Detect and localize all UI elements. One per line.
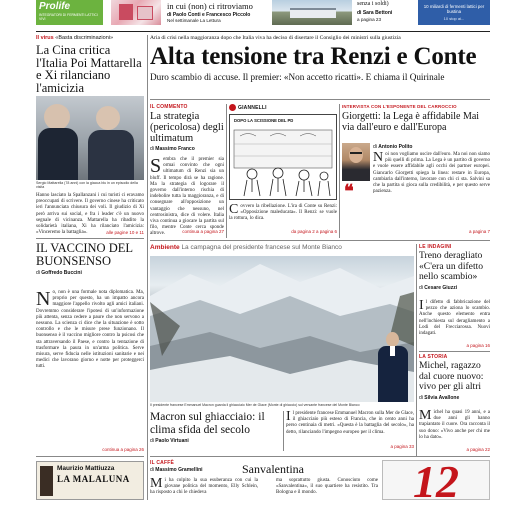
giorgetti-article[interactable]	[342, 104, 490, 133]
lead-headline: Alta tensione tra Renzi e Conte	[150, 43, 477, 70]
commento-headline: La strategia (pericolosa) degli ultimatum	[150, 111, 224, 144]
michel-byline-pre: di	[419, 394, 423, 401]
promo-bettoni-line3: a pagina 23	[357, 17, 382, 22]
lead-story[interactable]	[150, 35, 490, 83]
giannelli-body-text: ovvero la ribellazione. L'ira di Conte su Renzi: «Opposizione maleducata». Il Renzi: se vuole la rottura, lo dica.	[229, 204, 337, 222]
macron-body	[286, 411, 414, 443]
virus-headline: La Cina critica l'Italia Poi Mattarella e Xi rilanciano l'amicizia	[36, 43, 142, 95]
promo-prolife-brand: Prolife	[39, 1, 71, 12]
mattarella-photo	[36, 96, 144, 180]
commento-cont[interactable]: continua a pagina 27	[182, 229, 224, 234]
promo-lettura-line1: in cui (non) ci ritroviamo	[167, 1, 253, 11]
vaccino-cont[interactable]: continua a pagina 26	[102, 447, 144, 452]
giorgetti-kicker: INTERVISTA CON L'ESPONENTE DEL CARROCCIO	[342, 104, 457, 109]
promo-bettoni[interactable]	[355, 0, 410, 25]
cartoon-drawing	[230, 124, 336, 200]
col-rule-4	[416, 244, 417, 456]
commento-body-text: embra che il premier sia ormai convinto che ogni ultimatum di Renzi sia un bluff. Il tempo dirà se ha ragione. Ma la strategia di logorare il governo dall'interno rischia di indebolire tutta la maggioranza, e di consegnare all'opposizione un vantaggio che nessuno, nel centrosinistra, dice di volere. Italia viva continua a giocare la partita sul filo, mentre Conte cerca sponde altrove.	[150, 157, 224, 237]
caffe-body-left	[150, 478, 258, 500]
top-rule	[36, 31, 490, 32]
book-author: Maurizio Mattiuzza	[57, 465, 115, 472]
giannelli-body	[229, 204, 337, 228]
treno-article[interactable]	[419, 244, 490, 291]
caffe-body-right: ma soprattutto giusta. Conosciuto come «Sanvalentina», il suo quartiere ha resistito. Tra Bologna e il mondo.	[276, 478, 378, 496]
michel-headline: Michel, ragazzo dal cuore nuovo: vivo per gli altri	[419, 360, 484, 392]
vaccino-dropcap: N	[36, 288, 51, 310]
virus-kicker: Il virus	[36, 35, 54, 41]
treno-cont[interactable]: a pagina 16	[466, 343, 490, 348]
giannelli-dropcap: C	[229, 202, 239, 217]
giorgetti-cont[interactable]: a pagina 7	[468, 229, 490, 234]
vaccino-byline-pre: di	[36, 270, 40, 276]
ambiente-kicker-row	[150, 244, 414, 254]
treno-headline: Treno deragliato «C'era un difetto nello scambio»	[419, 250, 484, 282]
commento-byline-pre: di	[150, 146, 154, 152]
lead-divider	[150, 99, 490, 100]
giorgetti-quote-icon: ❝	[344, 181, 354, 201]
bottom-right-ad[interactable]	[382, 456, 490, 507]
michel-dropcap: M	[419, 408, 432, 423]
treno-body-text: l difetto di fabbricazione del pezzo che aziona lo scambio. Anche questo elemento entra nell'inchiesta sul deragliamento a Lodi del Frecciarossa. Nuovi indagati.	[419, 300, 490, 337]
commento-article[interactable]	[150, 104, 224, 152]
vaccino-byline-name: Goffredo Buccini	[41, 270, 82, 276]
macron-headline: Macron sul ghiacciaio: il clima sfida del secolo	[150, 411, 265, 436]
treno-byline-pre: di	[419, 284, 423, 291]
caffe-body-left-text: i ha colpito la sua esuberanza con cui la giovane politica del momento, Elly Schlein, ha risposto a chi le chiedeva	[150, 478, 258, 496]
ambiente-kicker-rest: La campagna del presidente francese sul Monte Bianco	[181, 244, 342, 251]
glacier-drawing	[150, 256, 414, 402]
virus-body: Hanno lasciato la Spallanzani i cui turisti ci eravamo preoccupati di scrivere. Il governo cinese ha criticato ieri l'annunciata chiusura dei voli. Il giudizio di Xi però arriva sui social, e fra i leader c'è un nuovo segnale di vicinanza. Mattarella ha ribadito la solidarietà italiana, Xi ha rilanciato l'amicizia: «Vinceremo la battaglia».	[36, 193, 144, 236]
vaccino-body-text: o, non è una formale nota diplomatica. Ma, proprio per questo, ha un impatto ancora maggiore l'appello rivolto agli amici italiani. Dovremmo considerare l'ipotesi di un'informazione più attenta, senza cedere a paure che non servono a nessuno. La scienza ci dice che la situazione è sotto controllo e che le misure prese funzionano. Il buonsenso è il vaccino migliore contro la psicosi che sta attraversando il Paese, e contro la tentazione di trasformare la paura in un'arma politica. Serve misura, serve fiducia nelle istituzioni sanitarie e nei medici che lavorano giorno e notte per proteggerci tutti.	[36, 290, 144, 370]
ambiente-kicker: Ambiente	[150, 244, 180, 251]
giannelli-cont[interactable]: da pagina 2 a pagina 6	[291, 229, 337, 234]
ad-number-icon: 12	[413, 456, 459, 507]
macron-byline-name: Paolo Virtuani	[155, 438, 189, 444]
virus-cont[interactable]: alle pagine 10 e 11	[106, 230, 144, 235]
commento-kicker: IL COMMENTO	[150, 104, 188, 110]
michel-body	[419, 410, 490, 446]
caffe-dropcap: M	[150, 476, 163, 491]
top-promo-strip	[0, 0, 532, 27]
promo-building-image	[272, 0, 352, 25]
lead-subhead: Duro scambio di accuse. Il premier: «Non accetto ricatti». E chiama il Quirinale	[150, 72, 445, 82]
giorgetti-byline-name: Antonio Polito	[378, 144, 413, 150]
left-top-article[interactable]	[36, 35, 144, 94]
giannelli-kicker: GIANNELLI	[238, 104, 267, 111]
caffe-article[interactable]	[150, 460, 378, 500]
michel-article[interactable]	[419, 354, 490, 401]
vaccino-article[interactable]	[36, 242, 144, 276]
giannelli-logo-icon	[229, 104, 236, 111]
promo-fermenti[interactable]	[418, 0, 490, 25]
book-title: LA MALALUNA	[57, 474, 130, 484]
caffe-headline: Sanvalentina	[242, 462, 304, 476]
left-divider-1	[36, 238, 144, 239]
michel-cont[interactable]: a pagina 22	[466, 447, 490, 452]
macron-caption: Il presidente francese Emmanuel Macron guarda il ghiacciaio Mer de Glace (Monte di ghiaccio) sul versante francese del Monte Bianco	[150, 403, 360, 407]
commento-byline-name: Massimo Franco	[155, 146, 195, 152]
treno-kicker: LE INDAGINI	[419, 244, 452, 250]
vaccino-headline: IL VACCINO DEL BUONSENSO	[36, 241, 133, 268]
giorgetti-byline-pre: di	[373, 144, 377, 150]
caffe-byline-pre: di	[150, 467, 154, 473]
giannelli-cartoon	[229, 114, 337, 200]
virus-kicker-rest: «Basta discriminazioni»	[55, 35, 114, 41]
mattarella-caption: Sergio Mattarella (78 anni) con la giacca blu in un episodio della visita	[36, 181, 138, 190]
giorgetti-body-text: oi non vogliamo uscire dall'euro. Ma noi non siamo più quelli di prima. La Lega è un partito di governo e vuole essere affidabile agli occhi dei partner europei. Giancarlo Giorgetti spiega la linea: restare in Europa, cambiarla dall'interno, lavorare con chi ci sta. Salvini sa che la partita si gioca sulla credibilità, e per questo serve pazienza.	[373, 152, 490, 195]
book-ad[interactable]	[36, 461, 144, 500]
macron-cont[interactable]: a pagina 33	[390, 444, 414, 449]
caffe-kicker: IL CAFFÈ	[150, 460, 175, 466]
promo-bettoni-line2: di Sara Bettoni	[357, 10, 393, 16]
giorgetti-photo	[342, 143, 370, 181]
macron-glacier-photo	[150, 256, 414, 402]
promo-prolife[interactable]	[36, 0, 103, 25]
michel-body-text: ichel ha quasi 19 anni, e a due anni gli hanno trapiantato il cuore. Ora racconta il suo dono: «Vivo anche per chi me lo ha dato».	[419, 410, 490, 440]
macron-body-text: l presidente francese Emmanuel Macron sulla Mer de Glace, il ghiacciaio più esteso di Francia, che in cento anni ha perso centinaia di metri. «Questa è la battaglia del secolo», ha detto, rilanciando l'impegno europeo per il clima.	[286, 411, 414, 435]
col-rule-3	[339, 104, 340, 238]
treno-byline-name: Cesare Giuzzi	[424, 284, 458, 291]
col-rule-2	[226, 104, 227, 238]
promo-lettura-line3: Nel settimanale La Lettura	[167, 18, 221, 23]
macron-figure	[378, 332, 408, 402]
macron-article[interactable]	[150, 411, 280, 444]
commento-dropcap: S	[150, 155, 162, 177]
promo-prolife-sub: INTEGRATORI DI FERMENTI LATTICI VIVI	[39, 13, 98, 21]
vaccino-body	[36, 290, 144, 445]
promo-lettura-line2: di Paolo Conti e Francesco Piccolo	[167, 12, 251, 18]
giannelli-box[interactable]	[229, 104, 337, 236]
michel-kicker: LA STORIA	[419, 354, 448, 360]
treno-dropcap: I	[419, 298, 424, 313]
promo-gift-image	[111, 0, 161, 25]
giorgetti-body	[373, 152, 490, 228]
giorgetti-dropcap: N	[373, 150, 384, 165]
macron-dropcap: I	[286, 409, 291, 424]
macron-col-rule	[283, 411, 284, 451]
left-divider-2	[36, 456, 144, 457]
promo-fermenti-line2: 10 stop ai...	[443, 16, 465, 21]
mid-divider	[150, 240, 490, 241]
promo-fermenti-line1: 10 miliardi di fermenti lattici per bustina	[423, 4, 485, 14]
giorgetti-headline: Giorgetti: la Lega è affidabile Mai via dall'euro e dall'Europa	[342, 111, 480, 133]
col-rule-1	[147, 35, 148, 500]
promo-lettura[interactable]	[164, 0, 269, 25]
right-divider	[419, 351, 490, 352]
promo-bettoni-line1: senza i soldi)	[357, 1, 389, 7]
caffe-byline-name: Massimo Gramellini	[155, 467, 203, 473]
michel-byline-name: Silvia Avallone	[424, 394, 460, 401]
cartoon-caption: DOPO LA SCISSIONE DEL PD	[234, 118, 294, 123]
treno-body	[419, 300, 490, 342]
macron-byline-pre: di	[150, 438, 154, 444]
lead-overline: Aria di crisi nella maggioranza dopo che Italia viva ha deciso di disertare il Consiglio dei ministri sulla giustizia	[150, 35, 401, 41]
